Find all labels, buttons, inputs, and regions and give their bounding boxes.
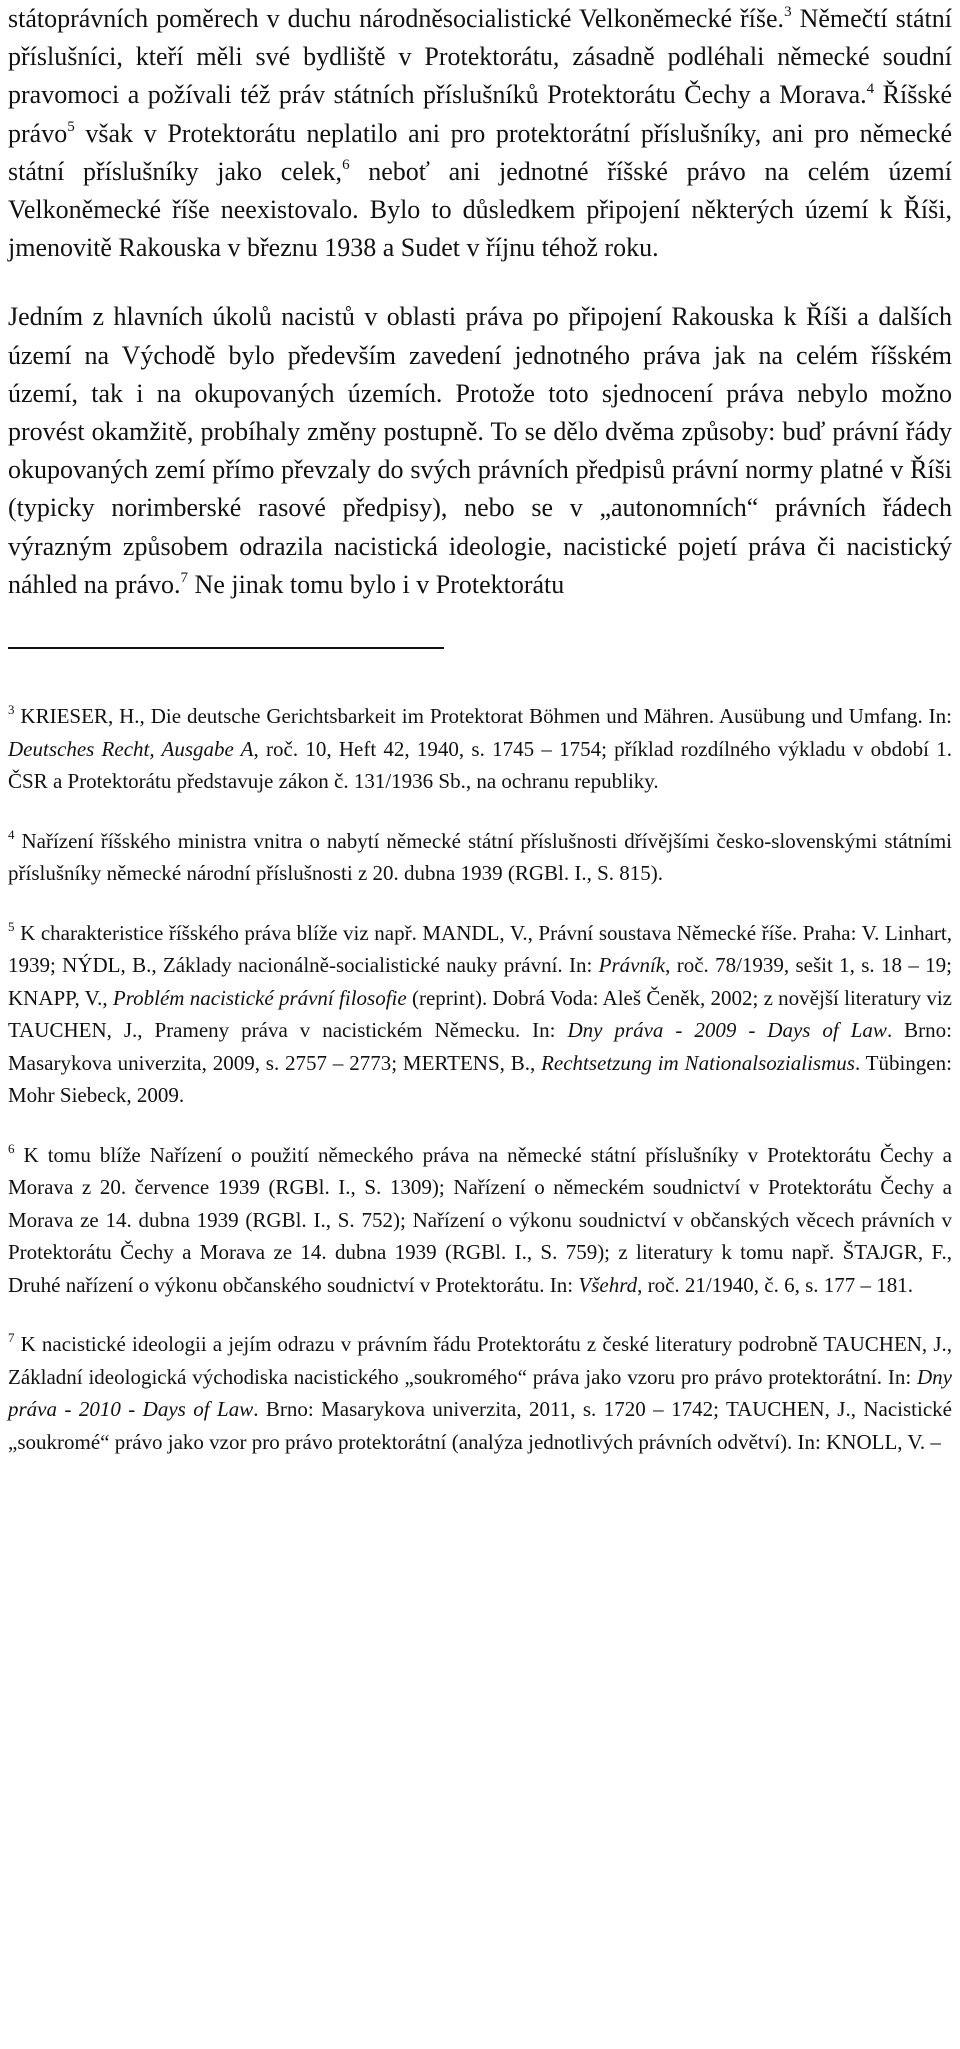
footnotes	[8, 700, 952, 1458]
footnote-text: K nacistické ideologii a jejím odrazu v právním řádu Protektorátu z české literatury podrobně TAUCHEN, J., Základní ideologická východiska nacistického „soukromého“ práva jako vzoru pro právo protektorátní. In: Dny práva - 2010 - Days of Law. Brno: Masarykova univerzita, 2011, s. 1720 – 1742; TAUCHEN, J., Nacistické „soukromé“ právo jako vzor pro právo protektorátní (analýza jednotlivých právních odvětví). In: KNOLL, V. –	[8, 1332, 952, 1454]
italic-title: Všehrd	[578, 1272, 638, 1297]
footnote-number: 5	[8, 918, 15, 934]
footnote-reference: 4	[866, 80, 875, 97]
footnote	[8, 700, 952, 798]
footnote	[8, 917, 952, 1112]
italic-title: Právník	[598, 953, 666, 978]
footnote-reference: 6	[342, 157, 350, 174]
footnote-text: K charakteristice říšského práva blíže viz např. MANDL, V., Právní soustava Německé říše. Praha: V. Linhart, 1939; NÝDL, B., Základy nacionálně-socialistické nauky právní. In: Právník, roč. 78/1939, sešit 1, s. 18 – 19; KNAPP, V., Problém nacistické právní filosofie (reprint). Dobrá Voda: Aleš Čeněk, 2002; z novější literatury viz TAUCHEN, J., Prameny práva v nacistickém Německu. In: Dny práva - 2009 - Days of Law. Brno: Masarykova univerzita, 2009, s. 2757 – 2773; MERTENS, B., Rechtsetzung im Nationalsozialismus. Tübingen: Mohr Siebeck, 2009.	[8, 920, 953, 1108]
footnote	[8, 825, 952, 890]
paragraph: Jedním z hlavních úkolů nacistů v oblasti práva po připojení Rakouska k Říši a dalších území na Východě bylo především zavedení jednotného práva jak na celém říšském území, tak i na okupovaných územích. Protože toto sjednocení práva nebylo možno provést okamžitě, probíhaly změny postupně. To se dělo dvěma způsoby: buď právní řády okupovaných zemí přímo převzaly do svých právních předpisů právní normy platné v Říši (typicky norimberské rasové předpisy), nebo se v „autonomních“ právních řádech výrazným způsobem odrazila nacistická ideologie, nacistické pojetí práva či nacistický náhled na právo.$^7$ Ne jinak tomu bylo i v Protektorátu	[8, 302, 952, 599]
italic-title: Problém nacistické právní filosofie	[112, 985, 407, 1010]
footnote-text: Nařízení říšského ministra vnitra o nabytí německé státní příslušnosti dřívějšími česko-slovenskými státními příslušníky německé národní příslušnosti z 20. dubna 1939 (RGBl. I., S. 815).	[8, 828, 952, 886]
footnote-separator	[8, 647, 444, 649]
italic-title: Deutsches Recht, Ausgabe A	[8, 736, 254, 761]
footnote-text: K tomu blíže Nařízení o použití německého práva na německé státní příslušníky v Protektorátu Čechy a Morava z 20. července 1939 (RGBl. I., S. 1309); Nařízení o německém soudnictví v Protektorátu Čechy a Morava ze 14. dubna 1939 (RGBl. I., S. 752); Nařízení o výkonu soudnictví v občanských věcech právních v Protektorátu Čechy a Morava ze 14. dubna 1939 (RGBl. I., S. 759); z literatury k tomu např. ŠTAJGR, F., Druhé nařízení o výkonu občanského soudnictví v Protektorátu. In: Všehrd, roč. 21/1940, č. 6, s. 177 – 181.	[8, 1142, 952, 1297]
footnote-reference: 5	[67, 118, 75, 135]
footnote-text: KRIESER, H., Die deutsche Gerichtsbarkeit im Protektorat Böhmen und Mähren. Ausübung und Umfang. In: Deutsches Recht, Ausgabe A, roč. 10, Heft 42, 1940, s. 1745 – 1754; příklad rozdílného výkladu v období 1. ČSR a Protektorátu představuje zákon č. 131/1936 Sb., na ochranu republiky.	[8, 704, 952, 794]
italic-title: Dny práva - 2009 - Days of Law	[567, 1018, 887, 1043]
footnote-number: 7	[8, 1330, 15, 1346]
body-text	[8, 0, 960, 604]
italic-title: Rechtsetzung im Nationalsozialismus	[541, 1050, 855, 1075]
footnote-number: 6	[8, 1140, 15, 1156]
footnote	[8, 1139, 952, 1302]
footnote-reference: 7	[180, 570, 189, 587]
footnote-number: 3	[8, 702, 15, 718]
paragraph: státoprávních poměrech v duchu národněsocialistické Velkoněmecké říše.$^3$ Němečtí státní příslušníci, kteří měli své bydliště v Protektorátu, zásadně podléhali německé soudní pravomoci a požívali též práv státních příslušníků Protektorátu Čechy a Morava.$^4$ Říšské právo$^5$ však v Protektorátu neplatilo ani pro protektorátní příslušníky, ani pro německé státní příslušníky jako celek,$^6$ neboť ani jednotné říšské právo na celém území Velkoněmecké říše neexistovalo. Bylo to důsledkem připojení některých území k Říši, jmenovitě Rakouska v březnu 1938 a Sudet v říjnu téhož roku.	[8, 4, 953, 263]
footnote-reference: 3	[784, 4, 792, 21]
footnote-number: 4	[8, 826, 15, 842]
italic-title: Dny práva - 2010 - Days of Law	[8, 1364, 952, 1422]
footnote	[8, 1328, 952, 1458]
